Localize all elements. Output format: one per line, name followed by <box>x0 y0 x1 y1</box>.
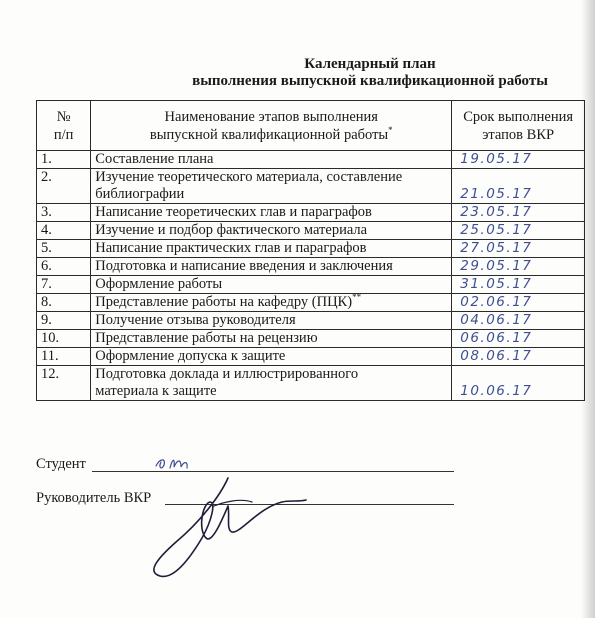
row-stage-text: Представление работы на кафедру (ПЦК) <box>95 294 353 310</box>
row-stage-text: Написание практических глав и параграфов <box>95 240 367 256</box>
header-stage-line2: выпускной квалификационной работы <box>149 126 389 143</box>
table-row <box>37 348 585 366</box>
row-number: 3. <box>37 204 91 222</box>
row-stage-text: Оформление работы <box>95 276 223 292</box>
table-row <box>37 330 585 348</box>
table-row <box>37 312 585 330</box>
row-stage-text: материала к защите <box>95 383 217 399</box>
supervisor-signature <box>140 472 320 592</box>
document-subtitle: выполнения выпускной квалификационной работы <box>192 73 548 89</box>
row-stage-text: Представление работы на рецензию <box>95 330 318 346</box>
header-number-line2: п/п <box>53 126 74 143</box>
row-stage-text: Получение отзыва руководителя <box>95 312 296 328</box>
row-footnote-mark: ** <box>352 292 362 303</box>
row-deadline-handwritten: 08.06.17 <box>452 348 585 366</box>
calendar-plan-table <box>36 100 585 401</box>
table-row <box>37 276 585 294</box>
row-deadline-handwritten: 23.05.17 <box>452 204 585 222</box>
document-title: Календарный план <box>304 56 436 72</box>
row-deadline-handwritten: 06.06.17 <box>452 330 585 348</box>
student-signature-label: Студент <box>36 456 86 472</box>
header-deadline <box>452 101 585 151</box>
table-row <box>37 258 585 276</box>
header-number <box>37 101 91 151</box>
student-signature <box>150 448 220 474</box>
row-number: 5. <box>37 240 91 258</box>
row-number: 11. <box>37 348 91 366</box>
row-number: 6. <box>37 258 91 276</box>
row-deadline-handwritten: 27.05.17 <box>452 240 585 258</box>
row-stage-text: Оформление допуска к защите <box>95 348 286 364</box>
supervisor-signature-label: Руководитель ВКР <box>36 490 152 506</box>
row-number: 10. <box>37 330 91 348</box>
row-stage <box>91 312 452 330</box>
header-stage <box>91 101 452 151</box>
row-stage-text: Изучение и подбор фактического материала <box>95 222 368 238</box>
row-deadline-handwritten: 29.05.17 <box>452 258 585 276</box>
row-stage-text: Составление плана <box>95 151 214 167</box>
row-stage <box>91 204 452 222</box>
row-stage-text: Изучение теоретического материала, составление <box>95 169 403 185</box>
table-row <box>37 222 585 240</box>
row-number: 4. <box>37 222 91 240</box>
header-stage-footnote-mark: * <box>388 124 393 135</box>
row-number: 7. <box>37 276 91 294</box>
row-number: 8. <box>37 294 91 312</box>
table-row <box>37 204 585 222</box>
row-deadline-handwritten: 31.05.17 <box>452 276 585 294</box>
row-stage <box>91 276 452 294</box>
header-number-line1: № <box>56 108 71 125</box>
row-stage <box>91 294 452 312</box>
row-stage-text: библиографии <box>95 186 185 202</box>
row-number: 1. <box>37 151 91 169</box>
header-stage-line1: Наименование этапов выполнения <box>164 108 378 125</box>
row-number: 2. <box>37 169 91 204</box>
header-deadline-line2: этапов ВКР <box>482 126 555 143</box>
table-row <box>37 240 585 258</box>
row-number: 9. <box>37 312 91 330</box>
table-row <box>37 151 585 169</box>
row-stage <box>91 151 452 169</box>
table-row <box>37 169 585 204</box>
row-stage <box>91 222 452 240</box>
row-stage <box>91 240 452 258</box>
row-number: 12. <box>37 366 91 401</box>
row-stage-text: Написание теоретических глав и параграфов <box>95 204 372 220</box>
row-deadline-handwritten: 21.05.17 <box>452 169 585 204</box>
row-stage <box>91 366 452 401</box>
row-stage <box>91 330 452 348</box>
row-stage-text: Подготовка и написание введения и заключения <box>95 258 393 274</box>
row-stage <box>91 258 452 276</box>
row-deadline-handwritten: 25.05.17 <box>452 222 585 240</box>
row-deadline-handwritten: 04.06.17 <box>452 312 585 330</box>
row-deadline-handwritten: 02.06.17 <box>452 294 585 312</box>
row-stage <box>91 169 452 204</box>
row-stage <box>91 348 452 366</box>
table-header-row <box>37 101 585 151</box>
row-deadline-handwritten: 19.05.17 <box>452 151 585 169</box>
table-row <box>37 366 585 401</box>
header-deadline-line1: Срок выполнения <box>463 108 574 125</box>
table-row <box>37 294 585 312</box>
row-deadline-handwritten: 10.06.17 <box>452 366 585 401</box>
row-stage-text: Подготовка доклада и иллюстрированного <box>95 366 359 382</box>
